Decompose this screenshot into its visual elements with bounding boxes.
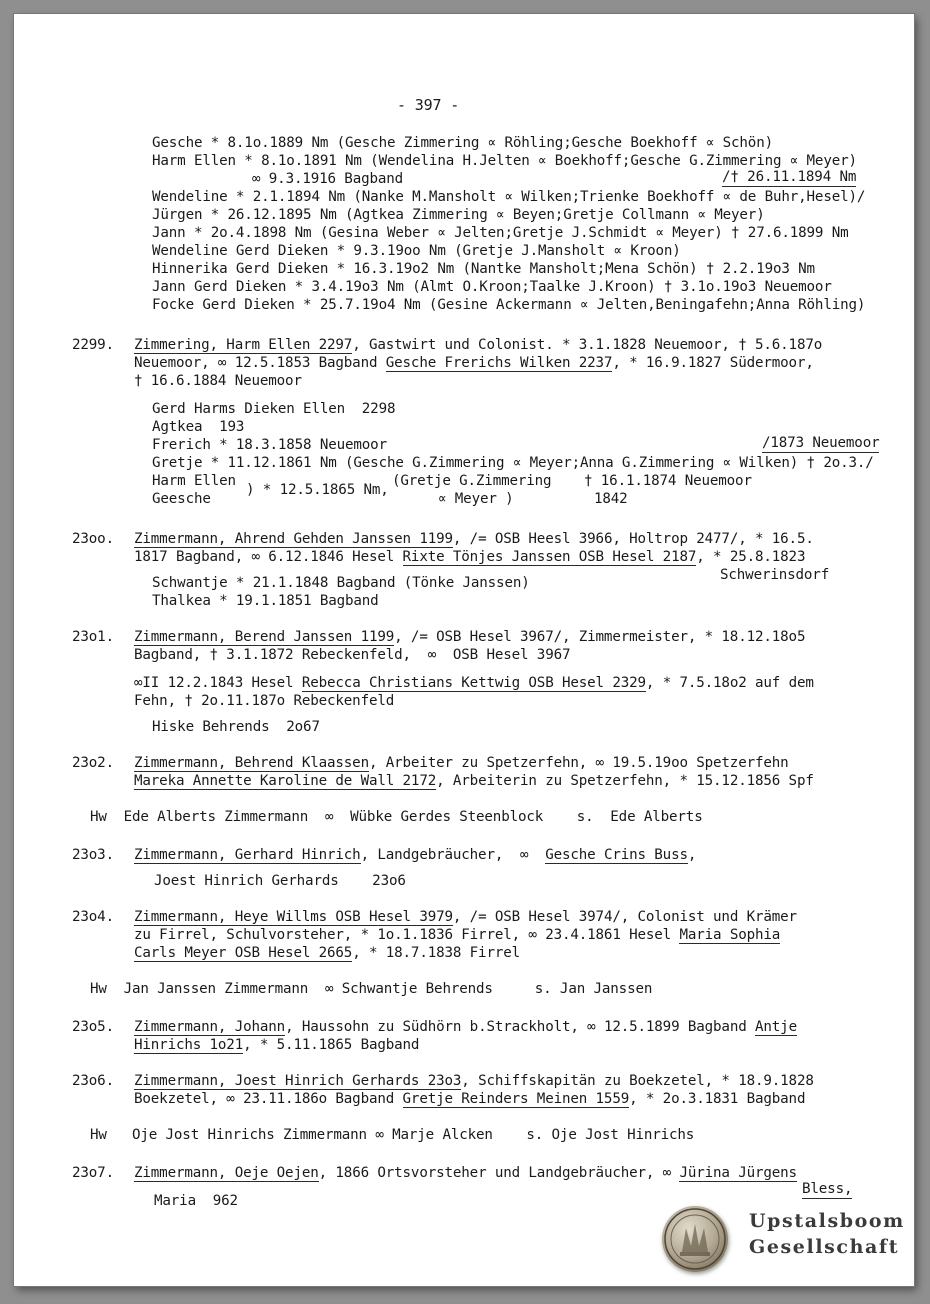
entry-id: 23o7. bbox=[72, 1165, 114, 1181]
entry-id: 23o1. bbox=[72, 629, 114, 645]
entry-text: , bbox=[687, 847, 697, 863]
spouse-name: Hinrichs 1o21 bbox=[134, 1037, 244, 1053]
entry-text: , * 18.7.1838 Firrel bbox=[352, 945, 521, 961]
entry-line bbox=[134, 628, 805, 646]
entry-id: 23oo. bbox=[72, 531, 114, 547]
child-entry: Agtkea 193 bbox=[152, 419, 245, 435]
entry-line bbox=[134, 548, 805, 566]
logo-line2: Gesellschaft bbox=[749, 1236, 900, 1258]
child-entry: 1842 bbox=[594, 491, 628, 507]
entry-text: , /= OSB Heesl 3966, Holtrop 2477/, * 16.5. bbox=[452, 531, 814, 547]
document-page bbox=[14, 14, 914, 1286]
child-entry: Jann * 2o.4.1898 Nm (Gesina Weber ∝ Jelten;Gretje J.Schmidt ∝ Meyer) † 27.6.1899 Nm bbox=[152, 225, 849, 241]
spouse-name: Gesche Frerichs Wilken 2237 bbox=[385, 355, 613, 371]
entry-line bbox=[134, 336, 822, 354]
child-entry: ∞ 9.3.1916 Bagband bbox=[252, 171, 404, 187]
spouse-name: Maria Sophia bbox=[679, 927, 781, 943]
child-entry: Geesche bbox=[152, 491, 211, 507]
entry-line bbox=[134, 926, 780, 944]
entry-text: , /= OSB Hesel 3967/, Zimmermeister, * 18.12.18o5 bbox=[394, 629, 806, 645]
child-entry: Gerd Harms Dieken Ellen 2298 bbox=[152, 401, 396, 417]
child-entry: Gretje * 11.12.1861 Nm (Gesche G.Zimmering ∝ Meyer;Anna G.Zimmering ∝ Wilken) † 2o.3./ bbox=[152, 455, 874, 471]
child-entry: Focke Gerd Dieken * 25.7.19o4 Nm (Gesine Ackermann ∝ Jelten,Beningafehn;Anna Röhling) bbox=[152, 297, 866, 313]
child-entry: /1873 Neuemoor bbox=[762, 435, 880, 451]
spouse-name: Rixte Tönjes Janssen OSB Hesel 2187 bbox=[402, 549, 697, 565]
entry-id: 23o5. bbox=[72, 1019, 114, 1035]
child-entry: Schwantje * 21.1.1848 Bagband (Tönke Janssen) bbox=[152, 575, 530, 591]
place-note: Schwerinsdorf bbox=[720, 567, 830, 583]
spouse-name: Mareka Annette Karoline de Wall 2172 bbox=[134, 773, 437, 789]
hw-note: Hw Jan Janssen Zimmermann ∞ Schwantje Behrends s. Jan Janssen bbox=[90, 981, 653, 997]
society-logo bbox=[662, 1204, 905, 1284]
entry-line bbox=[134, 1164, 797, 1182]
entry-text: , 1866 Ortsvorsteher und Landgebräucher, ∞ bbox=[318, 1165, 680, 1181]
seal-icon bbox=[662, 1206, 728, 1272]
entry-line bbox=[134, 1072, 814, 1090]
entry-id: 2299. bbox=[72, 337, 114, 353]
entry-line bbox=[134, 1090, 805, 1108]
entry-name: Zimmering, Harm Ellen 2297 bbox=[134, 337, 353, 353]
entry-text: , Arbeiterin zu Spetzerfehn, * 15.12.1856 Spf bbox=[436, 773, 814, 789]
entry-id: 23o6. bbox=[72, 1073, 114, 1089]
child-entry: Gesche * 8.1o.1889 Nm (Gesche Zimmering ∝ Röhling;Gesche Boekhoff ∝ Schön) bbox=[152, 135, 773, 151]
child-entry: ∝ Meyer ) bbox=[438, 491, 514, 507]
spouse-name: Jürina Jürgens bbox=[679, 1165, 797, 1181]
entry-text: , Schiffskapitän zu Boekzetel, * 18.9.1828 bbox=[461, 1073, 814, 1089]
entry-text: ∞II 12.2.1843 Hesel bbox=[134, 675, 302, 691]
child-entry: Joest Hinrich Gerhards 23o6 bbox=[154, 873, 406, 889]
entry-line bbox=[134, 1036, 419, 1054]
spouse-name: Bless, bbox=[802, 1181, 853, 1197]
entry-line bbox=[134, 1018, 797, 1036]
entry-id: 23o3. bbox=[72, 847, 114, 863]
spouse-name: Antje bbox=[755, 1019, 797, 1035]
child-entry: Wendeline * 2.1.1894 Nm (Nanke M.Mansholt ∝ Wilken;Trienke Boekhoff ∝ de Buhr,Hesel)/ bbox=[152, 189, 866, 205]
entry-text: , * 5.11.1865 Bagband bbox=[243, 1037, 420, 1053]
entry-text: , Gastwirt und Colonist. * 3.1.1828 Neuemoor, † 5.6.187o bbox=[352, 337, 823, 353]
child-entry: Jürgen * 26.12.1895 Nm (Agtkea Zimmering ∝ Beyen;Gretje Collmann ∝ Meyer) bbox=[152, 207, 765, 223]
entry-text: , * 16.9.1827 Südermoor, bbox=[612, 355, 814, 371]
page-number: - 397 - bbox=[397, 96, 460, 114]
entry-text: , * 7.5.18o2 auf dem bbox=[645, 675, 814, 691]
entry-name: Zimmermann, Ahrend Gehden Janssen 1199 bbox=[134, 531, 453, 547]
child-entry: (Gretje G.Zimmering bbox=[392, 473, 552, 489]
entry-text: , Landgebräucher, ∞ bbox=[360, 847, 546, 863]
entry-name: Zimmermann, Oeje Oejen bbox=[134, 1165, 319, 1181]
child-entry: Harm Ellen bbox=[152, 473, 236, 489]
spouse-name: Gretje Reinders Meinen 1559 bbox=[402, 1091, 630, 1107]
child-entry: Wendeline Gerd Dieken * 9.3.19oo Nm (Gretje J.Mansholt ∝ Kroon) bbox=[152, 243, 681, 259]
entry-line bbox=[134, 674, 814, 692]
entry-line: † 16.6.1884 Neuemoor bbox=[134, 373, 302, 389]
entry-name: Zimmermann, Behrend Klaassen bbox=[134, 755, 369, 771]
entry-line bbox=[134, 772, 814, 790]
entry-line bbox=[134, 908, 797, 926]
hw-note: Hw Oje Jost Hinrichs Zimmermann ∞ Marje Alcken s. Oje Jost Hinrichs bbox=[90, 1127, 695, 1143]
spouse-name: Gesche Crins Buss bbox=[545, 847, 688, 863]
entry-name: Zimmermann, Joest Hinrich Gerhards 23o3 bbox=[134, 1073, 462, 1089]
entry-text: , /= OSB Hesel 3974/, Colonist und Krämer bbox=[452, 909, 797, 925]
child-entry: /† 26.11.1894 Nm bbox=[722, 169, 857, 185]
entry-id: 23o4. bbox=[72, 909, 114, 925]
child-entry: ) * 12.5.1865 Nm, bbox=[246, 482, 389, 498]
entry-text: , * 25.8.1823 bbox=[696, 549, 806, 565]
entry-text: 1817 Bagband, ∞ 6.12.1846 Hesel bbox=[134, 549, 403, 565]
child-entry: Thalkea * 19.1.1851 Bagband bbox=[152, 593, 379, 609]
hw-note: Hw Ede Alberts Zimmermann ∞ Wübke Gerdes Steenblock s. Ede Alberts bbox=[90, 809, 703, 825]
entry-text: zu Firrel, Schulvorsteher, * 1o.1.1836 Firrel, ∞ 23.4.1861 Hesel bbox=[134, 927, 680, 943]
child-entry: † 16.1.1874 Neuemoor bbox=[584, 473, 752, 489]
entry-name: Zimmermann, Heye Willms OSB Hesel 3979 bbox=[134, 909, 453, 925]
entry-line bbox=[134, 944, 520, 962]
entry-line bbox=[134, 530, 814, 548]
child-entry: Harm Ellen * 8.1o.1891 Nm (Wendelina H.Jelten ∝ Boekhoff;Gesche G.Zimmering ∝ Meyer) bbox=[152, 153, 857, 169]
child-entry: Hinnerika Gerd Dieken * 16.3.19o2 Nm (Nantke Mansholt;Mena Schön) † 2.2.19o3 Nm bbox=[152, 261, 815, 277]
entry-line bbox=[134, 846, 696, 864]
entry-line bbox=[134, 754, 789, 772]
entry-text: Boekzetel, ∞ 23.11.186o Bagband bbox=[134, 1091, 403, 1107]
entry-name: Zimmermann, Berend Janssen 1199 bbox=[134, 629, 395, 645]
entry-text: , * 2o.3.1831 Bagband bbox=[629, 1091, 806, 1107]
child-entry: Hiske Behrends 2o67 bbox=[152, 719, 320, 735]
entry-line bbox=[134, 354, 814, 372]
child-entry: Maria 962 bbox=[154, 1193, 238, 1209]
spouse-name: Rebecca Christians Kettwig OSB Hesel 2329 bbox=[301, 675, 646, 691]
entry-name: Zimmermann, Gerhard Hinrich bbox=[134, 847, 361, 863]
entry-line: Fehn, † 2o.11.187o Rebeckenfeld bbox=[134, 693, 395, 709]
entry-text: , Arbeiter zu Spetzerfehn, ∞ 19.5.19oo Spetzerfehn bbox=[368, 755, 789, 771]
entry-id: 23o2. bbox=[72, 755, 114, 771]
entry-text: Neuemoor, ∞ 12.5.1853 Bagband bbox=[134, 355, 386, 371]
child-entry: Jann Gerd Dieken * 3.4.19o3 Nm (Almt O.Kroon;Taalke J.Kroon) † 3.1o.19o3 Neuemoor bbox=[152, 279, 832, 295]
entry-text: , Haussohn zu Südhörn b.Strackholt, ∞ 12.5.1899 Bagband bbox=[285, 1019, 755, 1035]
logo-line1: Upstalsboom bbox=[749, 1210, 905, 1232]
spouse-name: Carls Meyer OSB Hesel 2665 bbox=[134, 945, 353, 961]
child-entry: Frerich * 18.3.1858 Neuemoor bbox=[152, 437, 387, 453]
entry-name: Zimmermann, Johann bbox=[134, 1019, 286, 1035]
entry-line: Bagband, † 3.1.1872 Rebeckenfeld, ∞ OSB Hesel 3967 bbox=[134, 647, 571, 663]
